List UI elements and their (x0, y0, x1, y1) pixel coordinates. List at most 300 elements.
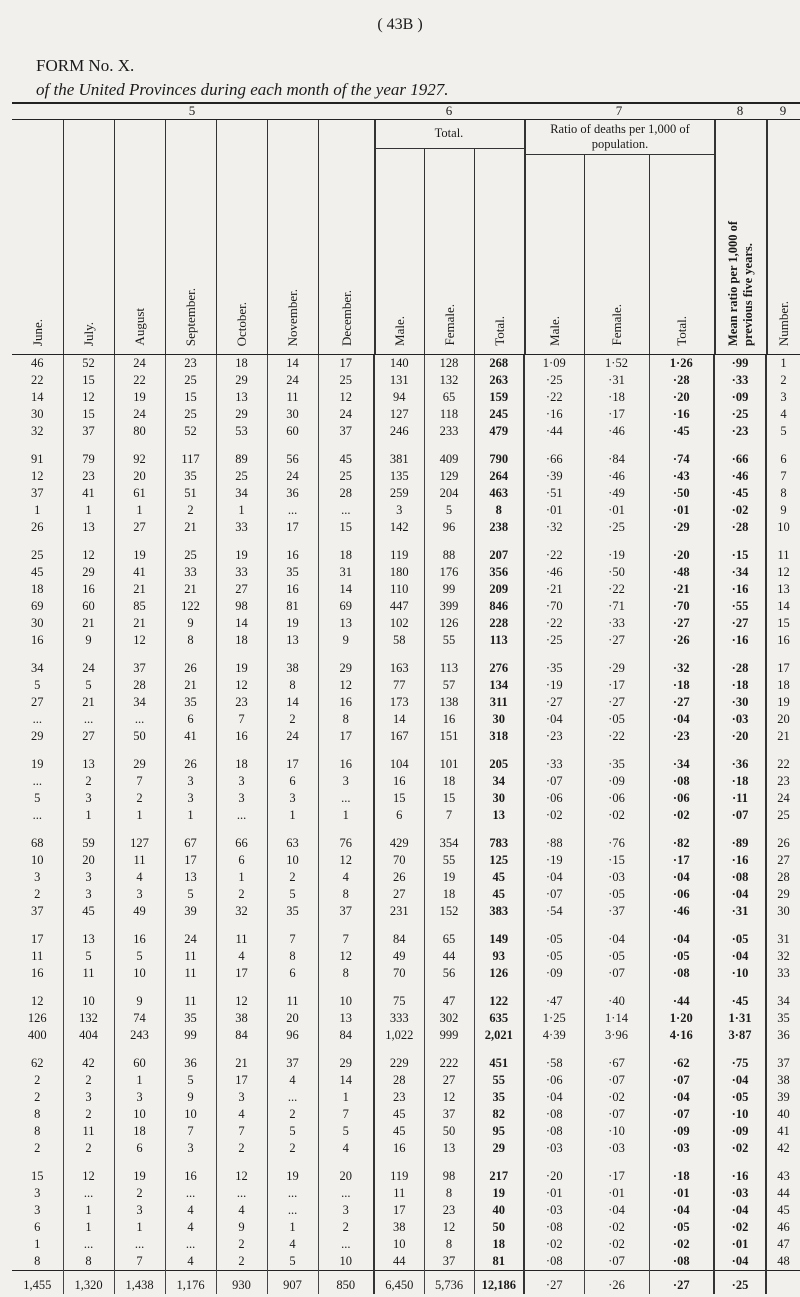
total-cell: 1,455 (12, 1271, 63, 1295)
table-row (12, 1010, 800, 1027)
table-cell: ·54 (524, 903, 584, 920)
table-cell: 19 (114, 389, 165, 406)
table-cell: 41 (63, 485, 114, 502)
table-cell: 18 (114, 1123, 165, 1140)
table-cell: 173 (374, 694, 424, 711)
table-cell: 1 (766, 355, 800, 372)
table-cell: 4 (165, 1202, 216, 1219)
table-cell: ·08 (524, 1123, 584, 1140)
table-cell: 23 (63, 468, 114, 485)
table-cell: 149 (474, 920, 524, 948)
table-cell: ·09 (584, 773, 649, 790)
table-row (12, 728, 800, 745)
header-june: June. (29, 318, 45, 346)
table-cell: 204 (424, 485, 474, 502)
table-cell: 75 (374, 982, 424, 1010)
table-cell: 29 (114, 745, 165, 773)
table-cell: 8 (267, 677, 318, 694)
table-cell: 12 (766, 564, 800, 581)
table-cell: 205 (474, 745, 524, 773)
table-cell: ·33 (524, 745, 584, 773)
table-cell: 41 (114, 564, 165, 581)
table-cell: 5 (424, 502, 474, 519)
table-cell: 6 (114, 1140, 165, 1157)
table-cell: 110 (374, 581, 424, 598)
table-cell: 57 (424, 677, 474, 694)
table-row (12, 920, 800, 948)
table-row (12, 694, 800, 711)
table-cell: ·02 (649, 807, 714, 824)
table-cell: 19 (216, 649, 267, 677)
table-cell: 60 (63, 598, 114, 615)
table-cell: 2 (216, 886, 267, 903)
table-cell: 259 (374, 485, 424, 502)
table-cell: 32 (31, 424, 44, 438)
table-row (12, 773, 800, 790)
table-row (12, 632, 800, 649)
total-cell: 850 (318, 1271, 374, 1295)
table-cell: 18 (216, 355, 267, 372)
table-cell: 4 (318, 869, 374, 886)
table-cell: 18 (424, 886, 474, 903)
table-cell: 15 (63, 406, 114, 423)
table-cell: 1 (114, 1072, 165, 1089)
table-cell: 3 (63, 886, 114, 903)
table-cell: ·05 (584, 711, 649, 728)
table-cell: 333 (374, 1010, 424, 1027)
group-number-6: 6 (445, 103, 453, 118)
table-row (12, 355, 800, 372)
table-cell: ·51 (524, 485, 584, 502)
table-cell: 1 (165, 807, 216, 824)
header-september: September. (165, 120, 216, 354)
table-cell: 10 (318, 1253, 374, 1271)
table-row (12, 615, 800, 632)
table-cell: 44 (374, 1253, 424, 1271)
table-cell: 11 (114, 852, 165, 869)
table-cell: ·45 (649, 423, 714, 440)
table-cell: ·27 (649, 694, 714, 711)
table-cell: ·08 (714, 869, 766, 886)
table-cell: 29 (766, 886, 800, 903)
table-cell: 2 (63, 1140, 114, 1157)
table-cell: 6 (267, 965, 318, 982)
table-cell: 217 (474, 1157, 524, 1185)
table-cell: 3·96 (584, 1027, 649, 1044)
header-male: Male. (374, 120, 424, 354)
table-cell: 48 (766, 1253, 800, 1271)
table-cell: 4·16 (649, 1027, 714, 1044)
table-cell: 12 (31, 469, 44, 483)
table-cell: ·09 (649, 1123, 714, 1140)
table-cell: 167 (374, 728, 424, 745)
table-cell: 4 (114, 869, 165, 886)
table-cell: 7 (267, 920, 318, 948)
table-cell: 68 (31, 836, 44, 850)
table-cell: 45 (374, 1106, 424, 1123)
table-cell: 12 (424, 1219, 474, 1236)
total-cell (766, 1271, 800, 1295)
table-cell: ·47 (524, 982, 584, 1010)
table-cell: 9 (318, 632, 374, 649)
table-cell: ·32 (649, 649, 714, 677)
table-cell: 26 (374, 869, 424, 886)
table-cell: ·35 (524, 649, 584, 677)
table-cell: 10 (114, 965, 165, 982)
table-cell: ·05 (714, 1089, 766, 1106)
mortality-table (12, 355, 800, 1294)
table-cell: 61 (114, 485, 165, 502)
table-cell: 2 (318, 1219, 374, 1236)
table-cell: ·01 (584, 1185, 649, 1202)
table-cell: 70 (374, 852, 424, 869)
table-cell: 45 (31, 565, 44, 579)
table-cell: 2 (267, 1140, 318, 1157)
table-cell: ·46 (584, 468, 649, 485)
header-ratio-group: Ratio of deaths per 1,000 of population. (550, 122, 690, 151)
table-cell: 318 (474, 728, 524, 745)
table-cell: 21 (165, 519, 216, 536)
table-cell: 381 (374, 440, 424, 468)
table-cell: ·66 (524, 440, 584, 468)
table-cell: 50 (424, 1123, 474, 1140)
table-cell: ... (267, 1185, 318, 1202)
table-cell: 4 (766, 406, 800, 423)
table-cell: ·07 (649, 1072, 714, 1089)
table-cell: ... (63, 711, 114, 728)
table-cell: 3 (63, 869, 114, 886)
table-cell: 19 (216, 536, 267, 564)
header-total: Total. (474, 148, 524, 354)
table-cell: ·04 (714, 1253, 766, 1271)
table-cell: ·10 (584, 1123, 649, 1140)
table-cell: 19 (267, 615, 318, 632)
table-cell: 42 (766, 1140, 800, 1157)
table-cell: ·03 (714, 711, 766, 728)
table-cell: 3 (165, 773, 216, 790)
table-cell: 18 (31, 582, 44, 596)
table-cell: 12 (424, 1089, 474, 1106)
table-row (12, 807, 800, 824)
table-cell: 451 (474, 1044, 524, 1072)
table-cell: 17 (267, 519, 318, 536)
table-cell: 27 (424, 1072, 474, 1089)
table-cell: 49 (114, 903, 165, 920)
table-cell: 46 (766, 1219, 800, 1236)
table-cell: ... (114, 711, 165, 728)
table-cell: ·23 (714, 423, 766, 440)
table-row (12, 1185, 800, 1202)
table-cell: 30 (267, 406, 318, 423)
table-cell: ·20 (714, 728, 766, 745)
table-cell: 264 (474, 468, 524, 485)
table-cell: 2 (216, 1236, 267, 1253)
table-cell: ·04 (714, 1202, 766, 1219)
table-cell: 19 (267, 1157, 318, 1185)
table-cell: ·10 (714, 1106, 766, 1123)
table-row (12, 1089, 800, 1106)
table-cell: ·50 (649, 485, 714, 502)
table-cell: 2 (114, 1185, 165, 1202)
table-cell: 3 (374, 502, 424, 519)
table-cell: 38 (216, 1010, 267, 1027)
table-cell: 1 (34, 503, 41, 517)
table-cell: ·01 (584, 502, 649, 519)
table-cell: 19 (31, 757, 44, 771)
table-cell: ·04 (524, 711, 584, 728)
table-row (12, 745, 800, 773)
table-cell: 33 (216, 519, 267, 536)
table-cell: 25 (165, 536, 216, 564)
table-cell: ·18 (714, 773, 766, 790)
table-cell: ·37 (584, 903, 649, 920)
table-cell: 10 (267, 852, 318, 869)
table-cell: ·18 (649, 677, 714, 694)
group-number-8: 8 (736, 103, 744, 118)
table-cell: 268 (474, 355, 524, 372)
table-cell: 3 (216, 773, 267, 790)
table-cell: 138 (424, 694, 474, 711)
table-cell: ·46 (584, 423, 649, 440)
table-cell: 10 (165, 1106, 216, 1123)
table-cell: ·05 (524, 920, 584, 948)
table-cell: 21 (216, 1044, 267, 1072)
table-cell: 44 (766, 1185, 800, 1202)
table-cell: 20 (63, 852, 114, 869)
table-cell: 15 (766, 615, 800, 632)
table-cell: ·18 (584, 389, 649, 406)
table-cell: 25 (216, 468, 267, 485)
table-cell: ·20 (649, 536, 714, 564)
table-cell: 18 (216, 632, 267, 649)
table-cell: 28 (766, 869, 800, 886)
table-cell: ·01 (524, 1185, 584, 1202)
table-cell: ·25 (524, 372, 584, 389)
table-cell: 37 (318, 423, 374, 440)
table-cell: ·33 (584, 615, 649, 632)
table-cell: ... (216, 807, 267, 824)
table-cell: ·25 (584, 519, 649, 536)
table-cell: 14 (374, 711, 424, 728)
table-cell: 28 (374, 1072, 424, 1089)
table-cell: 37 (766, 1044, 800, 1072)
table-cell: ·01 (714, 1236, 766, 1253)
table-row (12, 869, 800, 886)
table-cell: 14 (31, 390, 44, 404)
table-row (12, 1123, 800, 1140)
table-cell: ·02 (584, 1236, 649, 1253)
table-cell: 28 (318, 485, 374, 502)
table-cell: ·04 (584, 1202, 649, 1219)
table-cell: 19 (424, 869, 474, 886)
table-cell: ·46 (524, 564, 584, 581)
table-row (12, 824, 800, 852)
table-cell: 27 (766, 852, 800, 869)
table-cell: ·88 (524, 824, 584, 852)
table-cell: ·16 (714, 852, 766, 869)
table-cell: 1 (318, 807, 374, 824)
table-cell: ... (318, 502, 374, 519)
table-cell: ·43 (649, 468, 714, 485)
table-row (12, 406, 800, 423)
table-cell: ·02 (584, 1089, 649, 1106)
table-cell: 4 (318, 1140, 374, 1157)
table-cell: 6 (766, 440, 800, 468)
table-cell: 21 (114, 581, 165, 598)
table-cell: 15 (374, 790, 424, 807)
table-cell: 3 (318, 773, 374, 790)
table-cell: ·03 (649, 1140, 714, 1157)
table-cell: 1·31 (714, 1010, 766, 1027)
table-cell: 2 (34, 1073, 41, 1087)
table-cell: 18 (424, 773, 474, 790)
table-cell: 24 (766, 790, 800, 807)
table-cell: 60 (267, 423, 318, 440)
table-cell: 45 (474, 869, 524, 886)
table-cell: 56 (424, 965, 474, 982)
table-cell: 4 (267, 1072, 318, 1089)
table-cell: ·03 (524, 1202, 584, 1219)
table-cell: 67 (165, 824, 216, 852)
table-cell: ·06 (584, 790, 649, 807)
table-cell: 7 (114, 773, 165, 790)
table-cell: 17 (216, 965, 267, 982)
table-cell: 25 (165, 406, 216, 423)
table-cell: 151 (424, 728, 474, 745)
table-cell: 243 (114, 1027, 165, 1044)
table-row (12, 502, 800, 519)
header-mean-ratio: Mean ratio per 1,000 of previous five years. (714, 120, 766, 354)
table-cell: 40 (474, 1202, 524, 1219)
total-cell: 1,320 (63, 1271, 114, 1295)
table-row (12, 711, 800, 728)
table-cell: 7 (216, 1123, 267, 1140)
table-cell: 12 (318, 389, 374, 406)
table-cell: ·07 (649, 1106, 714, 1123)
table-cell: 2 (63, 773, 114, 790)
table-body (12, 355, 800, 1294)
table-cell: 92 (114, 440, 165, 468)
table-cell: ·01 (649, 1185, 714, 1202)
table-cell: 209 (474, 581, 524, 598)
table-cell: 12 (318, 677, 374, 694)
table-cell: 7 (216, 711, 267, 728)
table-cell: ·35 (584, 745, 649, 773)
table-cell: 62 (31, 1056, 44, 1070)
table-cell: 12 (63, 536, 114, 564)
table-cell: 104 (374, 745, 424, 773)
table-cell: ·32 (524, 519, 584, 536)
table-cell: 1·25 (524, 1010, 584, 1027)
table-cell: ·04 (714, 948, 766, 965)
table-cell: ·04 (584, 920, 649, 948)
table-cell: 34 (31, 661, 44, 675)
table-cell: 89 (216, 440, 267, 468)
table-cell: 45 (374, 1123, 424, 1140)
table-cell: 13 (766, 581, 800, 598)
header-december: December. (318, 120, 374, 354)
table-cell: 84 (374, 920, 424, 948)
table-cell: 24 (114, 406, 165, 423)
table-cell: 8 (474, 502, 524, 519)
table-cell: 131 (374, 372, 424, 389)
table-cell: 5 (267, 1253, 318, 1271)
table-cell: 35 (165, 694, 216, 711)
table-cell: 25 (318, 468, 374, 485)
table-cell: 3 (34, 870, 41, 884)
table-cell: 3 (114, 1089, 165, 1106)
table-cell: ·07 (524, 886, 584, 903)
table-cell: 46 (31, 356, 44, 370)
table-cell: 30 (31, 616, 44, 630)
table-cell: 7 (165, 1123, 216, 1140)
table-cell: 2 (267, 711, 318, 728)
table-cell: ... (216, 1185, 267, 1202)
table-cell: 9 (63, 632, 114, 649)
table-cell: 1 (114, 502, 165, 519)
header-ratio-female: Female. (584, 154, 649, 354)
table-cell: ·08 (649, 773, 714, 790)
table-cell: 22 (766, 745, 800, 773)
table-cell: ·19 (584, 536, 649, 564)
table-cell: 65 (424, 389, 474, 406)
table-cell: 20 (267, 1010, 318, 1027)
table-cell: ·05 (584, 948, 649, 965)
header-ratio-male: Male. (524, 120, 584, 354)
table-cell: ·03 (524, 1140, 584, 1157)
table-cell: 207 (474, 536, 524, 564)
table-cell: 245 (474, 406, 524, 423)
table-cell: 8 (424, 1185, 474, 1202)
table-cell: 18 (474, 1236, 524, 1253)
table-cell: 13 (63, 745, 114, 773)
table-cell: 91 (31, 452, 44, 466)
table-cell: 1 (114, 1219, 165, 1236)
table-cell: 1 (216, 502, 267, 519)
table-cell: 14 (216, 615, 267, 632)
table-cell: ... (165, 1185, 216, 1202)
table-cell: 463 (474, 485, 524, 502)
column-headers (12, 120, 800, 354)
table-cell: 30 (766, 903, 800, 920)
table-cell: 55 (424, 632, 474, 649)
table-cell: ·70 (649, 598, 714, 615)
table-cell: 1 (267, 1219, 318, 1236)
table-cell: 3 (114, 886, 165, 903)
table-cell: 102 (374, 615, 424, 632)
table-cell: 33 (766, 965, 800, 982)
table-cell: 26 (165, 649, 216, 677)
table-cell: 399 (424, 598, 474, 615)
table-cell: ·19 (524, 677, 584, 694)
header-number: Number. (766, 120, 800, 354)
table-cell: 17 (165, 852, 216, 869)
group-number-5: 5 (188, 103, 196, 118)
table-cell: 126 (424, 615, 474, 632)
table-cell: 8 (318, 965, 374, 982)
table-cell: ·02 (584, 807, 649, 824)
table-cell: 45 (318, 440, 374, 468)
table-cell: ·04 (649, 1089, 714, 1106)
table-cell: ·44 (649, 982, 714, 1010)
table-cell: 27 (63, 728, 114, 745)
table-cell: ·22 (524, 389, 584, 406)
table-cell: 17 (374, 1202, 424, 1219)
table-cell: ... (32, 808, 42, 822)
table-cell: 55 (424, 852, 474, 869)
table-cell: ·34 (714, 564, 766, 581)
table-cell: 4 (216, 1202, 267, 1219)
